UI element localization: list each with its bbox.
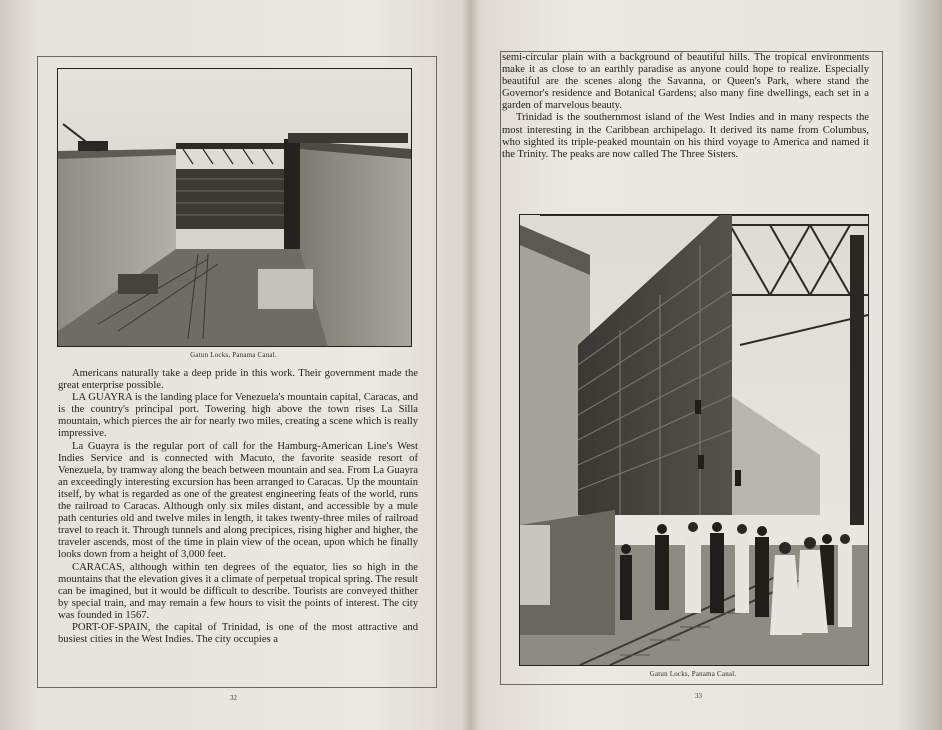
paragraph: La Guayra is the regular port of call for the Hamburg-American Line's West Indies Service and is connected with Macuto, the favorite seaside resort of Venezuela, by tramway along the beach between mountain and sea. From La Guayra an exceedingly interesting excursion has been arranged to Caracas. Up the mountain itself, by what is regarded as one of the greatest engineering feats of the world, runs the railroad to Caracas. Although only six miles distant, and accessible by a mule path centuries old and twelve miles in length, it takes twenty-three miles of railroad travel to reach it. Through tunnels and along precipices, rising higher and higher, the traveler ascends, most of the time in plain view of the ocean, upon which he finally looks down from a height of 3,000 feet.: [58, 440, 418, 561]
paragraph: LA GUAYRA is the landing place for Venezuela's mountain capital, Caracas, and is the country's principal port. Towering high above the town rises La Silla mountain, which pierces the air for nearly two miles, creating a scene which is really impressive.: [58, 392, 418, 440]
paragraph: semi-circular plain with a background of beautiful hills. The tropical environments make it as close to an earthly paradise as anyone could hope to realize. Especially beautiful are the scenes along the Savanna, or Queen's Park, where stand the Governor's residence and Botanical Gardens; also many fine dwellings, each set in a garden of marvelous beauty.: [502, 52, 869, 112]
paragraph: Trinidad is the southernmost island of the West Indies and in many respects the most interesting in the Caribbean archipelago. It derived its name from Columbus, who sighted its triple-peaked mountain on his third voyage to America and named it the Trinity. The peaks are now called The Three Sisters.: [502, 112, 869, 160]
left-page: [0, 0, 466, 730]
right-page: [471, 0, 942, 730]
paragraph: Americans naturally take a deep pride in this work. Their government made the great enterprise possible.: [58, 368, 418, 392]
page-number: 32: [230, 694, 237, 702]
paragraph: PORT-OF-SPAIN, the capital of Trinidad, is one of the most attractive and busiest cities in the West Indies. The city occupies a: [58, 621, 418, 646]
body-text: [502, 52, 869, 161]
body-text: [58, 368, 418, 646]
photo-caption: Gatun Locks, Panama Canal.: [190, 351, 277, 359]
lock-gate-photo: [519, 214, 869, 666]
page-number: 33: [695, 692, 702, 700]
paragraph: CARACAS, although within ten degrees of the equator, lies so high in the mountains that the elevation gives it a climate of perpetual tropical spring. The result can be imagined, but it would be difficult to describe. Tourists are conveyed thither by special train, and may remain a few hours to visit the points of interest. The city was founded in 1567.: [58, 561, 418, 621]
canal-lock-photo: [57, 68, 412, 347]
photo-caption: Gatun Locks, Panama Canal.: [649, 670, 737, 678]
